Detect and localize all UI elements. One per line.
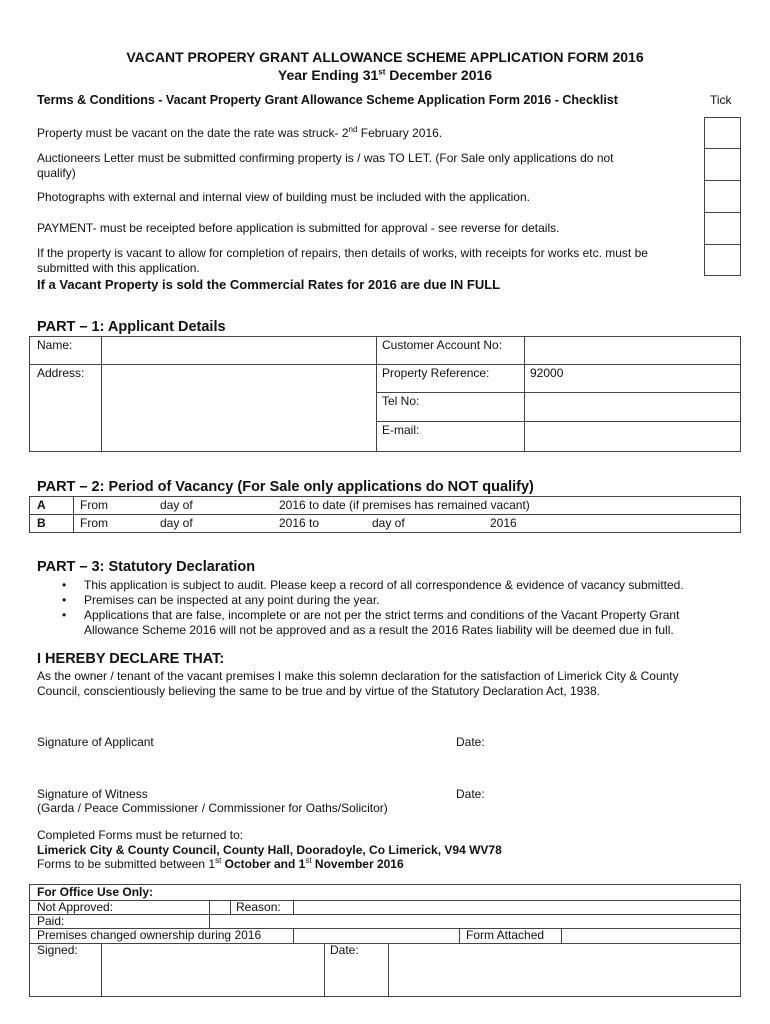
part1-heading: PART – 1: Applicant Details [37,319,226,335]
part2-heading: PART – 2: Period of Vacancy (For Sale only applications do NOT qualify) [37,479,534,495]
row-b-from: From [80,516,108,530]
tel-field[interactable] [525,393,740,420]
declaration-bullet-3-cont: Allowance Scheme 2016 will not be approved and as a result the 2016 Rates liability will be deemed due in full. [84,623,674,637]
email-field[interactable] [525,422,740,451]
premises-label: Premises changed ownership during 2016 [37,928,262,942]
checklist-item-3: Photographs with external and internal view of building must be included with the application. [37,190,530,204]
address-field[interactable] [102,365,375,451]
return-address: Limerick City & County Council, County Hall, Dooradoyle, Co Limerick, V94 WV78 [37,843,502,857]
declare-heading: I HEREBY DECLARE THAT: [37,651,225,667]
email-label: E-mail: [382,423,420,437]
row-a-dayof: day of [160,498,193,512]
checklist-item-5-cont: submitted with this application. [37,261,200,275]
office-date-label: Date: [330,943,359,957]
witness-date-label[interactable]: Date: [456,787,485,801]
sold-notice: If a Vacant Property is sold the Commercial Rates for 2016 are due IN FULL [37,277,501,292]
subtitle-text-end: December 2016 [385,67,493,83]
property-ref-field[interactable]: 92000 [530,366,564,380]
item1-sup: nd [348,125,358,134]
tick-box-4[interactable] [704,212,741,245]
return-dates-end: November 2016 [311,857,404,871]
declare-text-2: Council, conscientiously believing the same to be true and by virtue of the Statutory Declaration Act, 1938. [37,684,600,698]
return-dates-text: Forms to be submitted between 1 [37,857,216,871]
declaration-bullet-1: This application is subject to audit. Please keep a record of all correspondence & evidence of vacancy submitted. [84,578,684,592]
bullet-icon: • [62,593,67,607]
row-b-to: 2016 to [279,516,320,530]
name-field[interactable] [102,337,375,363]
form-attached-label: Form Attached [466,928,545,942]
bullet-icon: • [62,578,67,592]
tel-label: Tel No: [382,394,420,408]
tick-box-5[interactable] [704,244,741,276]
declare-text-1: As the owner / tenant of the vacant premises I make this solemn declaration for the satisfaction of Limerick City & County [37,669,679,683]
part3-heading: PART – 3: Statutory Declaration [37,559,256,575]
office-date-field[interactable] [389,944,740,996]
row-a-rest: 2016 to date (if premises has remained vacant) [279,498,530,512]
reason-label: Reason: [236,900,281,914]
sup: st [215,856,222,865]
tick-box-3[interactable] [704,180,741,213]
row-b-dayof: day of [160,516,193,530]
declaration-bullet-2: Premises can be inspected at any point during the year. [84,593,380,607]
name-label: Name: [37,338,73,352]
signature-applicant-label[interactable]: Signature of Applicant [37,735,154,749]
checklist-item-2-cont: qualify) [37,166,76,180]
row-b-dayof2: day of [372,516,405,530]
account-label: Customer Account No: [382,338,503,352]
applicant-date-label[interactable]: Date: [456,735,485,749]
property-ref-label: Property Reference: [382,366,490,380]
checklist-item-4: PAYMENT- must be receipted before application is submitted for approval - see reverse for details. [37,221,560,235]
return-dates-mid: October and 1 [221,857,306,871]
not-approved-label: Not Approved: [37,900,114,914]
tick-box-1[interactable] [704,117,741,149]
paid-field[interactable] [210,915,740,927]
subtitle-sup: st [378,67,386,77]
return-dates [37,857,404,872]
checklist-item-5: If the property is vacant to allow for completion of repairs, then details of works, with receipts for works etc. must be [37,246,648,260]
checklist-item-1 [37,126,442,141]
sup: st [305,856,312,865]
witness-note: (Garda / Peace Commissioner / Commissioner for Oaths/Solicitor) [37,801,388,815]
account-field[interactable] [525,337,740,363]
paid-label: Paid: [37,914,65,928]
row-b-year: 2016 [490,516,517,530]
signature-witness-label[interactable]: Signature of Witness [37,787,148,801]
form-title: VACANT PROPERY GRANT ALLOWANCE SCHEME APPLICATION FORM 2016 [126,49,644,65]
signed-label: Signed: [37,943,78,957]
declaration-bullet-3: Applications that are false, incomplete or are not per the strict terms and conditions of the Vacant Property Grant [84,608,680,622]
item1-text-end: February 2016. [357,126,443,140]
reason-field[interactable] [294,901,740,913]
item1-text: Property must be vacant on the date the rate was struck- 2 [37,126,349,140]
row-a-from: From [80,498,108,512]
subtitle-text: Year Ending 31 [277,67,379,83]
checklist-heading: Terms & Conditions - Vacant Property Grant Allowance Scheme Application Form 2016 - Checklist [37,93,618,107]
signed-field[interactable] [102,944,323,996]
form-subtitle [0,68,770,83]
tick-box-2[interactable] [704,148,741,181]
tick-label: Tick [710,93,732,107]
office-heading: For Office Use Only: [37,885,154,899]
address-label: Address: [37,366,85,380]
row-b-label: B [37,516,46,530]
return-line-1: Completed Forms must be returned to: [37,828,244,842]
not-approved-box[interactable] [210,901,229,913]
checklist-item-2: Auctioneers Letter must be submitted confirming property is / was TO LET. (For Sale only applications do not [37,151,614,165]
bullet-icon: • [62,608,67,622]
row-a-label: A [37,498,46,512]
